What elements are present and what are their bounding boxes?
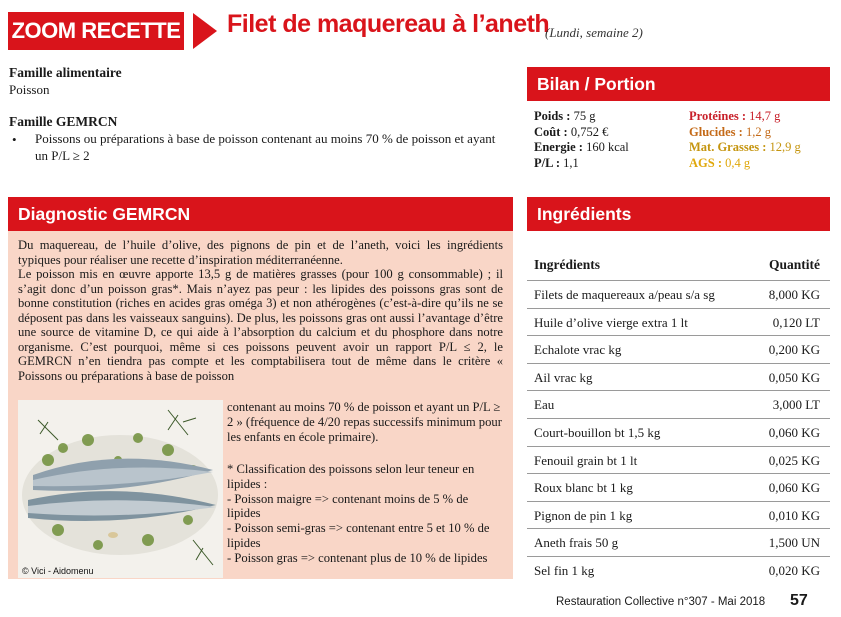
- diagnostic-text: [18, 238, 503, 383]
- mackerel-dish-illustration: [18, 400, 223, 578]
- ingredients-col-name: Ingrédients: [534, 257, 601, 272]
- diagnostic-paragraph-intro: Du maquereau, de l’huile d’olive, des pignons de pin et de l’aneth, voici les ingrédients typiques pour réaliser une recette d’inspiration méditerranéenne.: [18, 238, 503, 267]
- famille-alimentaire-value: Poisson: [9, 82, 50, 97]
- table-row: Aneth frais 50 g 1,500 UN: [527, 528, 830, 556]
- page-number: 57: [790, 592, 808, 609]
- note-item-semi-gras: - Poisson semi-gras => contenant entre 5 et 10 % de lipides: [227, 521, 490, 550]
- table-row: Ail vrac kg 0,050 KG: [527, 363, 830, 391]
- bilan-energie: Energie : 160 kcal: [534, 140, 629, 154]
- table-row: Fenouil grain bt 1 lt 0,025 KG: [527, 446, 830, 474]
- table-row: Huile d’olive vierge extra 1 lt 0,120 LT: [527, 308, 830, 336]
- fish-classification-note: [227, 462, 503, 566]
- ingredients-col-qty: Quantité: [768, 257, 820, 272]
- table-row: Roux blanc bt 1 kg 0,060 KG: [527, 473, 830, 501]
- bilan-matieres-grasses: Mat. Grasses : 12,9 g: [689, 140, 801, 154]
- bullet-icon: •: [12, 132, 17, 147]
- recipe-subtitle: (Lundi, semaine 2): [545, 25, 643, 40]
- footer-publication: Restauration Collective n°307 - Mai 2018: [556, 596, 766, 608]
- ingredients-table-header: [527, 254, 830, 282]
- bilan-glucides: Glucides : 1,2 g: [689, 124, 771, 139]
- diagnostic-header: Diagnostic GEMRCN: [8, 197, 513, 231]
- table-row: Court-bouillon bt 1,5 kg 0,060 KG: [527, 418, 830, 446]
- bilan-cout: Coût : 0,752 €: [534, 124, 609, 139]
- bilan-proteines: Protéines : 14,7 g: [689, 109, 781, 123]
- table-row: Echalote vrac kg 0,200 KG: [527, 335, 830, 363]
- famille-gemrcn-item: Poissons ou préparations à base de poisson contenant au moins 70 % de poisson et ayant un P/L ≥ 2: [35, 131, 496, 163]
- bilan-poids: Poids : 75 g: [534, 109, 596, 123]
- recipe-photo: [18, 400, 223, 578]
- table-row: Pignon de pin 1 kg 0,010 KG: [527, 501, 830, 529]
- arrow-right-icon: [193, 13, 217, 49]
- zoom-recette-badge: ZOOM RECETTE: [8, 12, 184, 50]
- bilan-ags: AGS : 0,4 g: [689, 155, 751, 170]
- table-row: Eau 3,000 LT: [527, 390, 830, 418]
- famille-gemrcn-label: Famille GEMRCN: [9, 114, 118, 129]
- note-title: * Classification des poissons selon leur teneur en lipides :: [227, 462, 475, 491]
- note-item-maigre: - Poisson maigre => contenant moins de 5 % de lipides: [227, 491, 469, 521]
- recipe-title: Filet de maquereau à l’aneth: [227, 10, 550, 38]
- bilan-right-column: [689, 109, 801, 171]
- table-row: Sel fin 1 kg 0,020 KG: [527, 556, 830, 584]
- famille-alimentaire-label: Famille alimentaire: [9, 65, 122, 80]
- table-row: Filets de maquereaux a/peau s/a sg 8,000 KG: [527, 280, 830, 308]
- diagnostic-paragraph-main: Le poisson mis en œuvre apporte 13,5 g de matières grasses (pour 100 g consommable) ; il s’agit donc d’un poisson gras*. Mais n’ayez pas peur : les lipides des poissons gras sont de bonne constitution (riches en acides gras oméga 3) et non athérogènes (c’est-à-dire qu’ils ne se déposent pas dans les vaisseaux sanguins). De plus, les poissons gras ont aussi l’avantage d’être une source de vitamine D, ce qui aide à l’absorption du calcium et du phosphore dans notre organisme. C’est pourquoi, même si ces poissons peuvent avoir un rapport P/L ≤ 2, le GEMRCN n’en tiendra pas compte et les comptabilisera tout de même dans le critère « Poissons ou préparations à base de poisson: [18, 267, 503, 383]
- note-item-gras: - Poisson gras => contenant plus de 10 % de lipides: [227, 550, 488, 565]
- bilan-pl: P/L : 1,1: [534, 155, 579, 170]
- diagnostic-paragraph-end: contenant au moins 70 % de poisson et ayant un P/L ≥ 2 » (fréquence de 4/20 repas successifs minimum pour les enfants en école primaire).: [227, 400, 502, 444]
- photo-credit: © Vici - Aidomenu: [22, 566, 94, 576]
- bilan-header: Bilan / Portion: [527, 67, 830, 101]
- ingredients-header: Ingrédients: [527, 197, 830, 231]
- bilan-left-column: [534, 109, 629, 171]
